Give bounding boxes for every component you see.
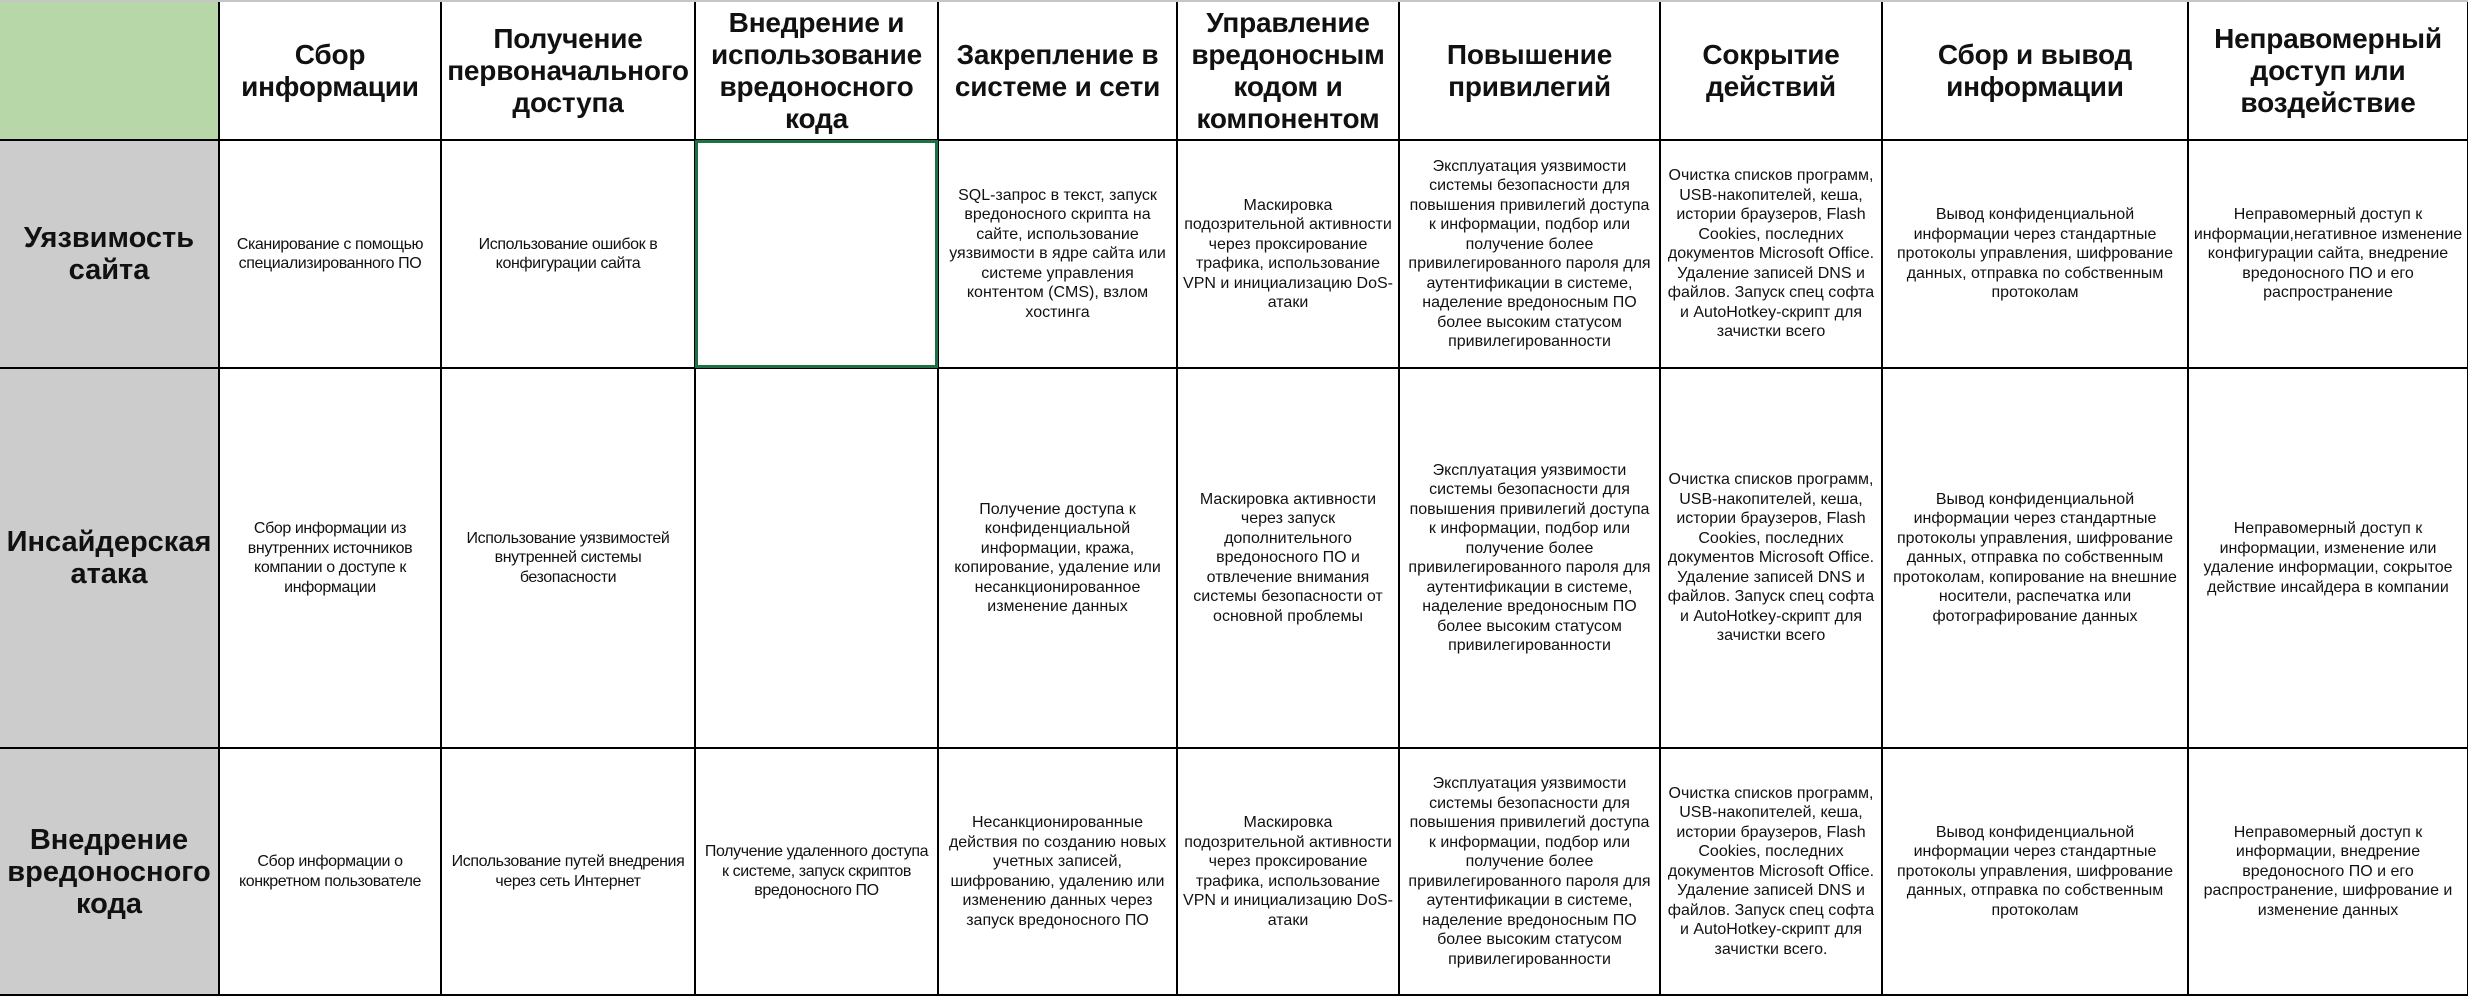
table-cell[interactable]: Маскировка подозрительной активности через проксирование трафика, использование VPN и инициализацию DoS-атаки: [1177, 140, 1399, 368]
threat-matrix-table: [0, 2, 2468, 996]
row-header-malware-injection[interactable]: Внедрение вредоносного кода: [0, 748, 219, 995]
column-header-privilege-escalation[interactable]: Повышение привилегий: [1399, 2, 1660, 140]
table-cell[interactable]: Неправомерный доступ к информации, изменение или удаление информации, сокрытое действие инсайдера в компании: [2188, 368, 2468, 748]
table-row-malware-injection: [0, 748, 2468, 995]
column-header-defense-evasion[interactable]: Сокрытие действий: [1660, 2, 1882, 140]
table-cell[interactable]: Несанкционированные действия по созданию новых учетных записей, шифрованию, удалению или изменению данных через запуск вредоносного ПО: [938, 748, 1177, 995]
table-cell[interactable]: Использование ошибок в конфигурации сайта: [441, 140, 695, 368]
table-cell[interactable]: Получение доступа к конфиденциальной информации, кража, копирование, удаление или несанкционированное изменение данных: [938, 368, 1177, 748]
column-header-exfiltration[interactable]: Сбор и вывод информации: [1882, 2, 2188, 140]
column-header-initial-access[interactable]: Получение первоначального доступа: [441, 2, 695, 140]
selected-table-cell[interactable]: [695, 140, 938, 368]
table-cell[interactable]: Маскировка подозрительной активности через проксирование трафика, использование VPN и инициализацию DoS-атаки: [1177, 748, 1399, 995]
table-cell[interactable]: Эксплуатация уязвимости системы безопасности для повышения привилегий доступа к информации, подбор или получение более привилегированного пароля для аутентификации в системе, наделение вредоносным ПО более высоким статусом привилегированности: [1399, 140, 1660, 368]
table-cell[interactable]: Очистка списков программ, USB-накопителей, кеша, истории браузеров, Flash Cookies, последних документов Microsoft Office. Удаление записей DNS и файлов. Запуск спец софта и AutoHotkey-скрипт для зачистки всего: [1660, 368, 1882, 748]
header-row: [0, 2, 2468, 140]
table-cell[interactable]: Вывод конфиденциальной информации через стандартные протоколы управления, шифрование данных, отправка по собственным протоколам: [1882, 140, 2188, 368]
table-cell[interactable]: Эксплуатация уязвимости системы безопасности для повышения привилегий доступа к информации, подбор или получение более привилегированного пароля для аутентификации в системе, наделение вредоносным ПО более высоким статусом привилегированности: [1399, 368, 1660, 748]
table-cell[interactable]: Получение удаленного доступа к системе, запуск скриптов вредоносного ПО: [695, 748, 938, 995]
table-cell[interactable]: Очистка списков программ, USB-накопителей, кеша, истории браузеров, Flash Cookies, последних документов Microsoft Office. Удаление записей DNS и файлов. Запуск спец софта и AutoHotkey-скрипт для зачистки всего.: [1660, 748, 1882, 995]
table-cell[interactable]: Неправомерный доступ к информации, внедрение вредоносного ПО и его распространение, шифрование и изменение данных: [2188, 748, 2468, 995]
column-header-command-control[interactable]: Управление вредоносным кодом и компонентом: [1177, 2, 1399, 140]
table-cell[interactable]: Очистка списков программ, USB-накопителей, кеша, истории браузеров, Flash Cookies, последних документов Microsoft Office. Удаление записей DNS и файлов. Запуск спец софта и AutoHotkey-скрипт для зачистки всего: [1660, 140, 1882, 368]
table-cell[interactable]: Вывод конфиденциальной информации через стандартные протоколы управления, шифрование данных, отправка по собственным протоколам, копирование на внешние носители, распечатка или фотографирование данных: [1882, 368, 2188, 748]
table-cell[interactable]: Неправомерный доступ к информации,негативное изменение конфигурации сайта, внедрение вредоносного ПО и его распространение: [2188, 140, 2468, 368]
table-cell[interactable]: Вывод конфиденциальной информации через стандартные протоколы управления, шифрование данных, отправка по собственным протоколам: [1882, 748, 2188, 995]
table-cell[interactable]: Эксплуатация уязвимости системы безопасности для повышения привилегий доступа к информации, подбор или получение более привилегированного пароля для аутентификации в системе, наделение вредоносным ПО более высоким статусом привилегированности: [1399, 748, 1660, 995]
table-cell[interactable]: Сбор информации из внутренних источников компании о доступе к информации: [219, 368, 441, 748]
column-header-impact[interactable]: Неправомерный доступ или воздействие: [2188, 2, 2468, 140]
table-cell[interactable]: [695, 368, 938, 748]
table-cell[interactable]: Использование уязвимостей внутренней системы безопасности: [441, 368, 695, 748]
table-cell[interactable]: SQL-запрос в текст, запуск вредоносного скрипта на сайте, использование уязвимости в ядре сайта или системе управления контентом (CMS), взлом хостинга: [938, 140, 1177, 368]
table-row-site-vulnerability: [0, 140, 2468, 368]
column-header-info-gathering[interactable]: Сбор информации: [219, 2, 441, 140]
column-header-malware-execution[interactable]: Внедрение и использование вредоносного кода: [695, 2, 938, 140]
table-cell[interactable]: Сканирование с помощью специализированного ПО: [219, 140, 441, 368]
table-cell[interactable]: Маскировка активности через запуск дополнительного вредоносного ПО и отвлечение внимания системы безопасности от основной проблемы: [1177, 368, 1399, 748]
row-header-site-vulnerability[interactable]: Уязвимость сайта: [0, 140, 219, 368]
corner-cell[interactable]: [0, 2, 219, 140]
column-header-persistence[interactable]: Закрепление в системе и сети: [938, 2, 1177, 140]
table-row-insider-attack: [0, 368, 2468, 748]
table-cell[interactable]: Использование путей внедрения через сеть Интернет: [441, 748, 695, 995]
row-header-insider-attack[interactable]: Инсайдерская атака: [0, 368, 219, 748]
table-cell[interactable]: Сбор информации о конкретном пользователе: [219, 748, 441, 995]
